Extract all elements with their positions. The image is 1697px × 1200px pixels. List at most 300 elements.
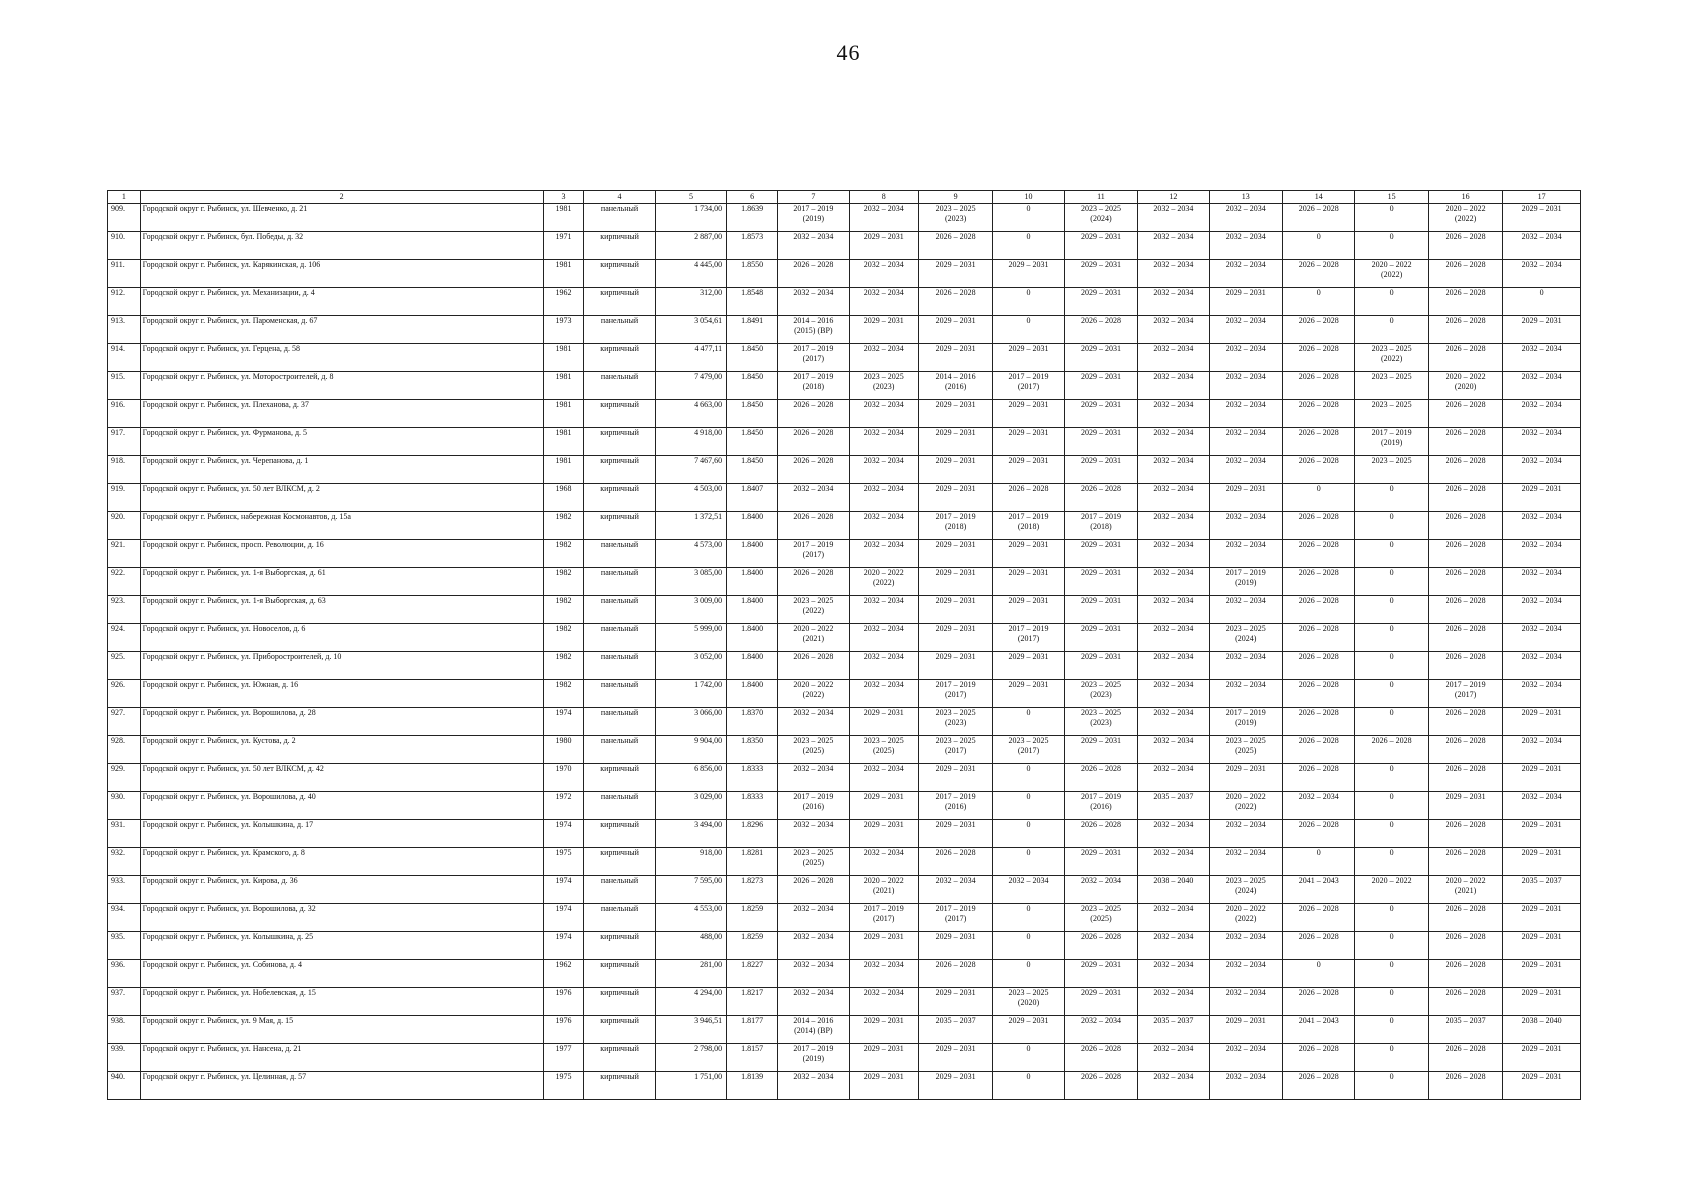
- table-cell-col-4: кирпичный: [584, 988, 655, 1016]
- column-header-2: 2: [140, 191, 543, 204]
- table-cell-col-5: 7 467,60: [655, 456, 726, 484]
- table-cell-col-5: 3 052,00: [655, 652, 726, 680]
- table-row: [108, 764, 1581, 792]
- table-cell-col-13: 2032 – 2034: [1209, 1044, 1282, 1072]
- table-cell-col-17: 2032 – 2034: [1503, 568, 1581, 596]
- table-cell-col-2: Городской округ г. Рыбинск, ул. Плеханова, д. 37: [140, 400, 543, 428]
- table-cell-col-8: 2032 – 2034: [849, 988, 918, 1016]
- table-cell-col-5: 4 573,00: [655, 540, 726, 568]
- table-row: [108, 456, 1581, 484]
- table-cell-col-15: 0: [1355, 820, 1428, 848]
- table-cell-col-12: 2032 – 2034: [1138, 204, 1209, 232]
- table-cell-col-1: 922.: [108, 568, 141, 596]
- table-cell-col-2: Городской округ г. Рыбинск, ул. 9 Мая, д. 15: [140, 1016, 543, 1044]
- table-cell-col-4: панельный: [584, 204, 655, 232]
- table-cell-col-16: 2017 – 2019 (2017): [1428, 680, 1502, 708]
- table-cell-col-10: 0: [993, 1072, 1064, 1100]
- table-cell-col-2: Городской округ г. Рыбинск, ул. Южная, д. 16: [140, 680, 543, 708]
- table-cell-col-9: 2029 – 2031: [918, 260, 992, 288]
- table-row: [108, 652, 1581, 680]
- table-cell-col-7: 2026 – 2028: [778, 568, 849, 596]
- table-row: [108, 876, 1581, 904]
- table-cell-col-10: 2029 – 2031: [993, 568, 1064, 596]
- table-cell-col-5: 6 856,00: [655, 764, 726, 792]
- table-cell-col-2: Городской округ г. Рыбинск, ул. Целинная, д. 57: [140, 1072, 543, 1100]
- table-cell-col-17: 2032 – 2034: [1503, 652, 1581, 680]
- table-cell-col-5: 1 734,00: [655, 204, 726, 232]
- table-cell-col-11: 2023 – 2025 (2025): [1064, 904, 1137, 932]
- table-cell-col-10: 2029 – 2031: [993, 456, 1064, 484]
- table-cell-col-17: 2035 – 2037: [1503, 876, 1581, 904]
- table-cell-col-9: 2035 – 2037: [918, 1016, 992, 1044]
- table-row: [108, 372, 1581, 400]
- table-cell-col-13: 2023 – 2025 (2024): [1209, 876, 1282, 904]
- table-cell-col-15: 0: [1355, 904, 1428, 932]
- table-cell-col-16: 2026 – 2028: [1428, 260, 1502, 288]
- table-cell-col-5: 4 294,00: [655, 988, 726, 1016]
- table-cell-col-8: 2032 – 2034: [849, 288, 918, 316]
- table-cell-col-14: 2026 – 2028: [1283, 456, 1355, 484]
- table-cell-col-9: 2026 – 2028: [918, 288, 992, 316]
- table-cell-col-13: 2032 – 2034: [1209, 456, 1282, 484]
- table-cell-col-16: 2026 – 2028: [1428, 540, 1502, 568]
- table-cell-col-3: 1974: [543, 876, 584, 904]
- table-cell-col-7: 2032 – 2034: [778, 288, 849, 316]
- table-cell-col-15: 2026 – 2028: [1355, 736, 1428, 764]
- table-cell-col-15: 2020 – 2022 (2022): [1355, 260, 1428, 288]
- table-cell-col-8: 2029 – 2031: [849, 820, 918, 848]
- table-cell-col-1: 923.: [108, 596, 141, 624]
- column-header-5: 5: [655, 191, 726, 204]
- table-cell-col-17: 2032 – 2034: [1503, 792, 1581, 820]
- table-cell-col-10: 0: [993, 316, 1064, 344]
- table-cell-col-7: 2032 – 2034: [778, 232, 849, 260]
- table-cell-col-7: 2026 – 2028: [778, 400, 849, 428]
- table-cell-col-17: 2032 – 2034: [1503, 456, 1581, 484]
- table-cell-col-10: 2023 – 2025 (2017): [993, 736, 1064, 764]
- table-cell-col-9: 2029 – 2031: [918, 932, 992, 960]
- table-cell-col-9: 2026 – 2028: [918, 232, 992, 260]
- table-cell-col-17: 2032 – 2034: [1503, 596, 1581, 624]
- table-cell-col-2: Городской округ г. Рыбинск, ул. Карякинская, д. 106: [140, 260, 543, 288]
- table-cell-col-4: кирпичный: [584, 820, 655, 848]
- table-cell-col-1: 939.: [108, 1044, 141, 1072]
- table-cell-col-7: 2026 – 2028: [778, 456, 849, 484]
- table-cell-col-13: 2032 – 2034: [1209, 932, 1282, 960]
- table-cell-col-6: 1.8407: [727, 484, 778, 512]
- table-cell-col-12: 2032 – 2034: [1138, 904, 1209, 932]
- table-cell-col-8: 2032 – 2034: [849, 428, 918, 456]
- table-cell-col-13: 2029 – 2031: [1209, 484, 1282, 512]
- table-cell-col-11: 2026 – 2028: [1064, 764, 1137, 792]
- table-cell-col-6: 1.8281: [727, 848, 778, 876]
- table-cell-col-14: 2026 – 2028: [1283, 652, 1355, 680]
- table-cell-col-16: 2026 – 2028: [1428, 988, 1502, 1016]
- table-cell-col-9: 2029 – 2031: [918, 568, 992, 596]
- table-cell-col-13: 2032 – 2034: [1209, 400, 1282, 428]
- table-cell-col-7: 2014 – 2016 (2014) (ВР): [778, 1016, 849, 1044]
- table-cell-col-13: 2032 – 2034: [1209, 1072, 1282, 1100]
- table-cell-col-12: 2032 – 2034: [1138, 680, 1209, 708]
- table-cell-col-10: 0: [993, 932, 1064, 960]
- table-cell-col-14: 2026 – 2028: [1283, 708, 1355, 736]
- table-cell-col-11: 2029 – 2031: [1064, 624, 1137, 652]
- table-cell-col-10: 2029 – 2031: [993, 680, 1064, 708]
- table-cell-col-8: 2032 – 2034: [849, 680, 918, 708]
- table-cell-col-14: 2026 – 2028: [1283, 1072, 1355, 1100]
- table-cell-col-1: 909.: [108, 204, 141, 232]
- table-cell-col-17: 2032 – 2034: [1503, 260, 1581, 288]
- table-cell-col-13: 2020 – 2022 (2022): [1209, 904, 1282, 932]
- table-cell-col-5: 4 663,00: [655, 400, 726, 428]
- table-cell-col-9: 2017 – 2019 (2017): [918, 680, 992, 708]
- table-cell-col-12: 2035 – 2037: [1138, 1016, 1209, 1044]
- table-cell-col-16: 2026 – 2028: [1428, 652, 1502, 680]
- table-cell-col-7: 2032 – 2034: [778, 1072, 849, 1100]
- table-cell-col-17: 2029 – 2031: [1503, 764, 1581, 792]
- table-cell-col-7: 2026 – 2028: [778, 260, 849, 288]
- table-cell-col-12: 2035 – 2037: [1138, 792, 1209, 820]
- column-header-12: 12: [1138, 191, 1209, 204]
- table-cell-col-7: 2017 – 2019 (2019): [778, 204, 849, 232]
- table-cell-col-15: 0: [1355, 512, 1428, 540]
- page-number: 46: [836, 40, 861, 65]
- table-cell-col-13: 2032 – 2034: [1209, 232, 1282, 260]
- table-cell-col-4: кирпичный: [584, 260, 655, 288]
- table-cell-col-12: 2032 – 2034: [1138, 456, 1209, 484]
- table-cell-col-10: 0: [993, 792, 1064, 820]
- table-cell-col-1: 935.: [108, 932, 141, 960]
- table-cell-col-5: 1 751,00: [655, 1072, 726, 1100]
- table-row: [108, 316, 1581, 344]
- table-cell-col-15: 0: [1355, 848, 1428, 876]
- table-cell-col-12: 2032 – 2034: [1138, 624, 1209, 652]
- column-header-10: 10: [993, 191, 1064, 204]
- table-header: [108, 191, 1581, 204]
- table-cell-col-13: 2032 – 2034: [1209, 428, 1282, 456]
- table-cell-col-12: 2032 – 2034: [1138, 288, 1209, 316]
- table-cell-col-11: 2029 – 2031: [1064, 540, 1137, 568]
- table-cell-col-8: 2032 – 2034: [849, 484, 918, 512]
- table-cell-col-4: кирпичный: [584, 512, 655, 540]
- table-cell-col-6: 1.8400: [727, 596, 778, 624]
- table-cell-col-1: 926.: [108, 680, 141, 708]
- table-cell-col-10: 0: [993, 848, 1064, 876]
- table-cell-col-6: 1.8550: [727, 260, 778, 288]
- table-cell-col-8: 2029 – 2031: [849, 316, 918, 344]
- table-cell-col-12: 2032 – 2034: [1138, 988, 1209, 1016]
- table-cell-col-11: 2029 – 2031: [1064, 736, 1137, 764]
- table-cell-col-1: 938.: [108, 1016, 141, 1044]
- table-cell-col-7: 2032 – 2034: [778, 764, 849, 792]
- table-cell-col-15: 2023 – 2025: [1355, 400, 1428, 428]
- table-cell-col-1: 934.: [108, 904, 141, 932]
- table-cell-col-17: 2029 – 2031: [1503, 1072, 1581, 1100]
- table-cell-col-17: 2032 – 2034: [1503, 540, 1581, 568]
- table-cell-col-4: панельный: [584, 708, 655, 736]
- table-cell-col-3: 1976: [543, 1016, 584, 1044]
- table-row: [108, 512, 1581, 540]
- table-cell-col-1: 928.: [108, 736, 141, 764]
- table-cell-col-6: 1.8491: [727, 316, 778, 344]
- table-cell-col-7: 2017 – 2019 (2016): [778, 792, 849, 820]
- table-cell-col-17: 2032 – 2034: [1503, 512, 1581, 540]
- table-cell-col-1: 929.: [108, 764, 141, 792]
- column-header-13: 13: [1209, 191, 1282, 204]
- table-cell-col-13: 2017 – 2019 (2019): [1209, 568, 1282, 596]
- column-header-16: 16: [1428, 191, 1502, 204]
- table-cell-col-14: 2026 – 2028: [1283, 540, 1355, 568]
- table-cell-col-8: 2029 – 2031: [849, 1016, 918, 1044]
- table-cell-col-2: Городской округ г. Рыбинск, бул. Победы, д. 32: [140, 232, 543, 260]
- table-cell-col-12: 2032 – 2034: [1138, 652, 1209, 680]
- table-cell-col-9: 2017 – 2019 (2017): [918, 904, 992, 932]
- table-cell-col-2: Городской округ г. Рыбинск, ул. 50 лет ВЛКСМ, д. 42: [140, 764, 543, 792]
- table-cell-col-2: Городской округ г. Рыбинск, ул. Кустова, д. 2: [140, 736, 543, 764]
- table-cell-col-8: 2029 – 2031: [849, 232, 918, 260]
- table-cell-col-6: 1.8139: [727, 1072, 778, 1100]
- table-cell-col-5: 312,00: [655, 288, 726, 316]
- table-cell-col-16: 2035 – 2037: [1428, 1016, 1502, 1044]
- table-cell-col-12: 2032 – 2034: [1138, 1044, 1209, 1072]
- table-cell-col-15: 0: [1355, 1072, 1428, 1100]
- table-cell-col-16: 2026 – 2028: [1428, 932, 1502, 960]
- table-cell-col-8: 2032 – 2034: [849, 848, 918, 876]
- table-cell-col-1: 940.: [108, 1072, 141, 1100]
- table-cell-col-6: 1.8350: [727, 736, 778, 764]
- table-cell-col-10: 2029 – 2031: [993, 596, 1064, 624]
- table-cell-col-4: кирпичный: [584, 232, 655, 260]
- table-cell-col-9: 2029 – 2031: [918, 988, 992, 1016]
- table-cell-col-10: 2029 – 2031: [993, 540, 1064, 568]
- table-row: [108, 1072, 1581, 1100]
- table-cell-col-1: 918.: [108, 456, 141, 484]
- table-cell-col-2: Городской округ г. Рыбинск, ул. Нансена, д. 21: [140, 1044, 543, 1072]
- table-cell-col-8: 2029 – 2031: [849, 1044, 918, 1072]
- table-cell-col-10: 2029 – 2031: [993, 260, 1064, 288]
- table-cell-col-5: 3 946,51: [655, 1016, 726, 1044]
- table-cell-col-11: 2026 – 2028: [1064, 820, 1137, 848]
- column-header-17: 17: [1503, 191, 1581, 204]
- table-cell-col-10: 0: [993, 820, 1064, 848]
- table-row: [108, 568, 1581, 596]
- table-cell-col-17: 2029 – 2031: [1503, 484, 1581, 512]
- table-cell-col-3: 1982: [543, 540, 584, 568]
- table-cell-col-7: 2032 – 2034: [778, 708, 849, 736]
- table-cell-col-4: кирпичный: [584, 1016, 655, 1044]
- table-cell-col-8: 2032 – 2034: [849, 400, 918, 428]
- table-row: [108, 428, 1581, 456]
- column-header-7: 7: [778, 191, 849, 204]
- table-cell-col-4: панельный: [584, 792, 655, 820]
- table-cell-col-4: кирпичный: [584, 932, 655, 960]
- table-cell-col-8: 2029 – 2031: [849, 1072, 918, 1100]
- table-cell-col-5: 2 798,00: [655, 1044, 726, 1072]
- table-cell-col-13: 2017 – 2019 (2019): [1209, 708, 1282, 736]
- table-cell-col-7: 2023 – 2025 (2022): [778, 596, 849, 624]
- table-cell-col-11: 2029 – 2031: [1064, 288, 1137, 316]
- table-cell-col-6: 1.8450: [727, 344, 778, 372]
- table-cell-col-16: 2026 – 2028: [1428, 428, 1502, 456]
- table-cell-col-3: 1974: [543, 932, 584, 960]
- table-cell-col-7: 2032 – 2034: [778, 988, 849, 1016]
- table-cell-col-9: 2029 – 2031: [918, 1044, 992, 1072]
- table-cell-col-6: 1.8259: [727, 932, 778, 960]
- table-cell-col-17: 2032 – 2034: [1503, 428, 1581, 456]
- table-cell-col-7: 2032 – 2034: [778, 820, 849, 848]
- table-cell-col-10: 2029 – 2031: [993, 652, 1064, 680]
- table-cell-col-15: 0: [1355, 1016, 1428, 1044]
- table-cell-col-5: 3 054,61: [655, 316, 726, 344]
- table-cell-col-3: 1981: [543, 456, 584, 484]
- table-cell-col-16: 2026 – 2028: [1428, 904, 1502, 932]
- table-cell-col-14: 2026 – 2028: [1283, 204, 1355, 232]
- table-cell-col-8: 2032 – 2034: [849, 596, 918, 624]
- table-cell-col-6: 1.8177: [727, 1016, 778, 1044]
- table-cell-col-3: 1971: [543, 232, 584, 260]
- table-cell-col-7: 2032 – 2034: [778, 932, 849, 960]
- table-cell-col-15: 2023 – 2025: [1355, 372, 1428, 400]
- table-cell-col-4: панельный: [584, 904, 655, 932]
- table-cell-col-15: 0: [1355, 624, 1428, 652]
- table-cell-col-4: кирпичный: [584, 456, 655, 484]
- table-cell-col-14: 0: [1283, 960, 1355, 988]
- table-cell-col-2: Городской округ г. Рыбинск, ул. Пароменская, д. 67: [140, 316, 543, 344]
- table-cell-col-8: 2032 – 2034: [849, 960, 918, 988]
- table-cell-col-5: 3 085,00: [655, 568, 726, 596]
- table-cell-col-11: 2029 – 2031: [1064, 400, 1137, 428]
- table-cell-col-5: 3 009,00: [655, 596, 726, 624]
- table-cell-col-14: 2026 – 2028: [1283, 764, 1355, 792]
- table-row: [108, 792, 1581, 820]
- table-cell-col-7: 2032 – 2034: [778, 484, 849, 512]
- table-cell-col-17: 2029 – 2031: [1503, 708, 1581, 736]
- table-cell-col-8: 2029 – 2031: [849, 792, 918, 820]
- table-cell-col-12: 2032 – 2034: [1138, 736, 1209, 764]
- column-header-4: 4: [584, 191, 655, 204]
- table-cell-col-1: 914.: [108, 344, 141, 372]
- table-row: [108, 204, 1581, 232]
- table-cell-col-1: 913.: [108, 316, 141, 344]
- table-cell-col-17: 2038 – 2040: [1503, 1016, 1581, 1044]
- table-cell-col-15: 0: [1355, 316, 1428, 344]
- table-cell-col-5: 4 445,00: [655, 260, 726, 288]
- table-cell-col-6: 1.8450: [727, 372, 778, 400]
- table-cell-col-3: 1982: [543, 680, 584, 708]
- table-cell-col-15: 0: [1355, 288, 1428, 316]
- table-cell-col-15: 0: [1355, 932, 1428, 960]
- table-cell-col-6: 1.8217: [727, 988, 778, 1016]
- table-cell-col-11: 2029 – 2031: [1064, 428, 1137, 456]
- table-cell-col-11: 2017 – 2019 (2016): [1064, 792, 1137, 820]
- table-cell-col-14: 2026 – 2028: [1283, 372, 1355, 400]
- table-cell-col-8: 2029 – 2031: [849, 932, 918, 960]
- table-cell-col-3: 1982: [543, 512, 584, 540]
- table-cell-col-15: 0: [1355, 708, 1428, 736]
- table-cell-col-10: 2017 – 2019 (2017): [993, 372, 1064, 400]
- table-cell-col-7: 2026 – 2028: [778, 876, 849, 904]
- table-cell-col-10: 0: [993, 708, 1064, 736]
- table-cell-col-4: кирпичный: [584, 484, 655, 512]
- table-cell-col-5: 3 029,00: [655, 792, 726, 820]
- table-row: [108, 540, 1581, 568]
- column-header-1: 1: [108, 191, 141, 204]
- table-cell-col-5: 3 066,00: [655, 708, 726, 736]
- table-row: [108, 932, 1581, 960]
- table-row: [108, 904, 1581, 932]
- table-cell-col-4: панельный: [584, 596, 655, 624]
- table-cell-col-15: 0: [1355, 652, 1428, 680]
- table-cell-col-6: 1.8450: [727, 400, 778, 428]
- table-cell-col-11: 2026 – 2028: [1064, 932, 1137, 960]
- table-cell-col-17: 2029 – 2031: [1503, 960, 1581, 988]
- table-cell-col-2: Городской округ г. Рыбинск, ул. Ворошилова, д. 40: [140, 792, 543, 820]
- table-cell-col-13: 2023 – 2025 (2024): [1209, 624, 1282, 652]
- table-cell-col-16: 2026 – 2028: [1428, 736, 1502, 764]
- table-row: [108, 596, 1581, 624]
- table-cell-col-11: 2029 – 2031: [1064, 260, 1137, 288]
- table-cell-col-13: 2032 – 2034: [1209, 960, 1282, 988]
- table-cell-col-6: 1.8273: [727, 876, 778, 904]
- table-cell-col-10: 0: [993, 960, 1064, 988]
- table-row: [108, 232, 1581, 260]
- table-cell-col-4: панельный: [584, 568, 655, 596]
- table-cell-col-11: 2029 – 2031: [1064, 848, 1137, 876]
- table-cell-col-12: 2032 – 2034: [1138, 540, 1209, 568]
- table-cell-col-17: 2029 – 2031: [1503, 316, 1581, 344]
- table-cell-col-15: 0: [1355, 540, 1428, 568]
- column-header-8: 8: [849, 191, 918, 204]
- table-cell-col-14: 2026 – 2028: [1283, 932, 1355, 960]
- table-cell-col-12: 2032 – 2034: [1138, 344, 1209, 372]
- table-cell-col-14: 2041 – 2043: [1283, 1016, 1355, 1044]
- table-cell-col-4: кирпичный: [584, 960, 655, 988]
- table-cell-col-15: 0: [1355, 764, 1428, 792]
- table-cell-col-3: 1982: [543, 596, 584, 624]
- table-cell-col-2: Городской округ г. Рыбинск, ул. Крамского, д. 8: [140, 848, 543, 876]
- table-cell-col-15: 0: [1355, 680, 1428, 708]
- table-cell-col-17: 2029 – 2031: [1503, 1044, 1581, 1072]
- table-cell-col-7: 2032 – 2034: [778, 904, 849, 932]
- table-cell-col-13: 2029 – 2031: [1209, 288, 1282, 316]
- table-cell-col-9: 2029 – 2031: [918, 540, 992, 568]
- table-cell-col-4: панельный: [584, 652, 655, 680]
- table-cell-col-16: 2026 – 2028: [1428, 316, 1502, 344]
- table-cell-col-3: 1982: [543, 568, 584, 596]
- table-cell-col-9: 2017 – 2019 (2016): [918, 792, 992, 820]
- table-cell-col-13: 2032 – 2034: [1209, 680, 1282, 708]
- table-cell-col-1: 927.: [108, 708, 141, 736]
- table-cell-col-12: 2032 – 2034: [1138, 372, 1209, 400]
- table-cell-col-4: кирпичный: [584, 764, 655, 792]
- table-cell-col-3: 1981: [543, 204, 584, 232]
- table-cell-col-14: 0: [1283, 288, 1355, 316]
- table-cell-col-17: 0: [1503, 288, 1581, 316]
- table-cell-col-1: 919.: [108, 484, 141, 512]
- table-cell-col-16: 2026 – 2028: [1428, 624, 1502, 652]
- table-cell-col-10: 0: [993, 904, 1064, 932]
- register-table: [107, 190, 1581, 1100]
- table-cell-col-14: 2026 – 2028: [1283, 680, 1355, 708]
- table-cell-col-7: 2026 – 2028: [778, 512, 849, 540]
- table-cell-col-15: 0: [1355, 596, 1428, 624]
- table-cell-col-5: 2 887,00: [655, 232, 726, 260]
- table-cell-col-10: 0: [993, 288, 1064, 316]
- table-cell-col-5: 7 479,00: [655, 372, 726, 400]
- table-cell-col-10: 2017 – 2019 (2017): [993, 624, 1064, 652]
- table-row: [108, 344, 1581, 372]
- table-cell-col-4: панельный: [584, 876, 655, 904]
